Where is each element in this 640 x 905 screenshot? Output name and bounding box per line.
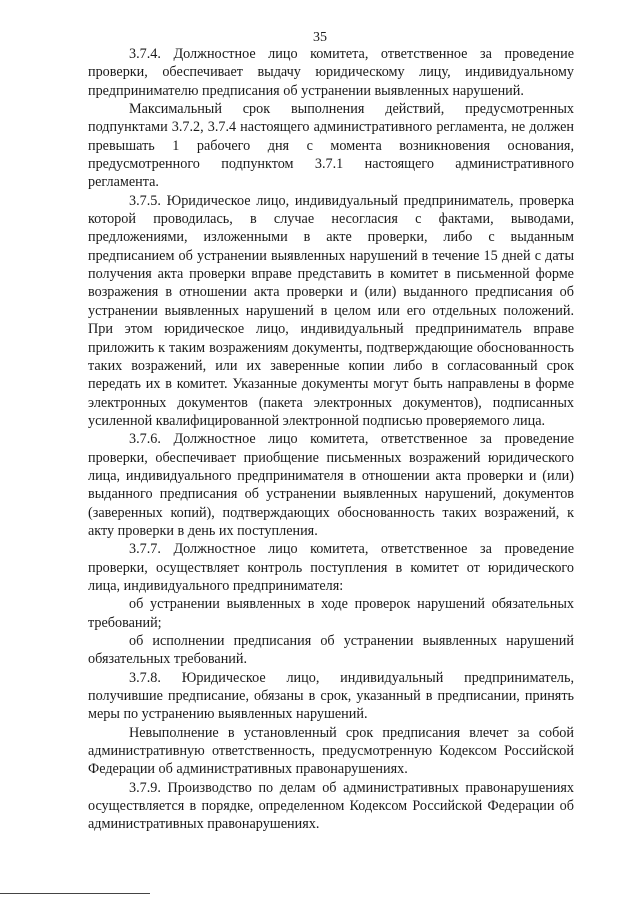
paragraph-3-7-6: 3.7.6. Должностное лицо комитета, ответственное за проведение проверки, обеспечивает приобщение письменных возражений юридического лица, индивидуального предпринимателя в отношении акта проверки и (или) выданного предписания об устранении выявленных нарушений, документов (заверенных копий), подтверждающих обоснованность таких возражений, к акту проверки в день их поступления. [88, 431, 574, 539]
paragraph-3-7-8: 3.7.8. Юридическое лицо, индивидуальный предприниматель, получившие предписание, обязаны в срок, указанный в предписании, принять меры по устранению выявленных нарушений. [88, 669, 574, 723]
document-body [88, 45, 574, 834]
paragraph-deadline: Максимальный срок выполнения действий, предусмотренных подпунктами 3.7.2, 3.7.4 настоящего административного регламента, не должен превышать 1 рабочего дня с момента возникновения основания, предусмотренного подпунктом 3.7.1 настоящего административного регламента. [88, 101, 574, 191]
page-number: 35 [313, 30, 327, 45]
paragraph-3-7-4: 3.7.4. Должностное лицо комитета, ответственное за проведение проверки, обеспечивает выдачу юридическому лицу, индивидуальному предпринимателю предписания об устранении выявленных нарушений. [88, 46, 574, 99]
paragraph-liability: Невыполнение в установленный срок предписания влечет за собой административную ответственность, предусмотренную Кодексом Российской Федерации об административных правонарушениях. [88, 724, 574, 778]
paragraph-3-7-9: 3.7.9. Производство по делам об административных правонарушениях осуществляется в порядке, определенном Кодексом Российской Федерации об административных правонарушениях. [88, 779, 574, 833]
list-item-violations-elimination: об устранении выявленных в ходе проверок нарушений обязательных требований; [88, 596, 574, 631]
footer-divider [0, 893, 150, 894]
paragraph-3-7-5: 3.7.5. Юридическое лицо, индивидуальный предприниматель, проверка которой проводилась, в случае несогласия с фактами, выводами, предложениями, изложенными в акте проверки, либо с выданным предписанием об устранении выявленных нарушений в течение 15 дней с даты получения акта проверки вправе представить в комитет в письменной форме возражения в отношении акта проверки и (или) выданного предписания об устранении выявленных нарушений в целом или его отдельных положений. При этом юридическое лицо, индивидуальный предприниматель вправе приложить к таким возражениям документы, подтверждающие обоснованность таких возражений, или их заверенные копии либо в согласованный срок передать их в комитет. Указанные документы могут быть направлены в форме электронных документов (пакета электронных документов), подписанных усиленной квалифицированной электронной подписью проверяемого лица. [88, 192, 574, 429]
paragraph-3-7-7: 3.7.7. Должностное лицо комитета, ответственное за проведение проверки, осуществляет контроль поступления в комитет от юридического лица, индивидуального предпринимателя: [88, 541, 574, 594]
list-item-order-execution: об исполнении предписания об устранении выявленных нарушений обязательных требований. [88, 633, 574, 668]
